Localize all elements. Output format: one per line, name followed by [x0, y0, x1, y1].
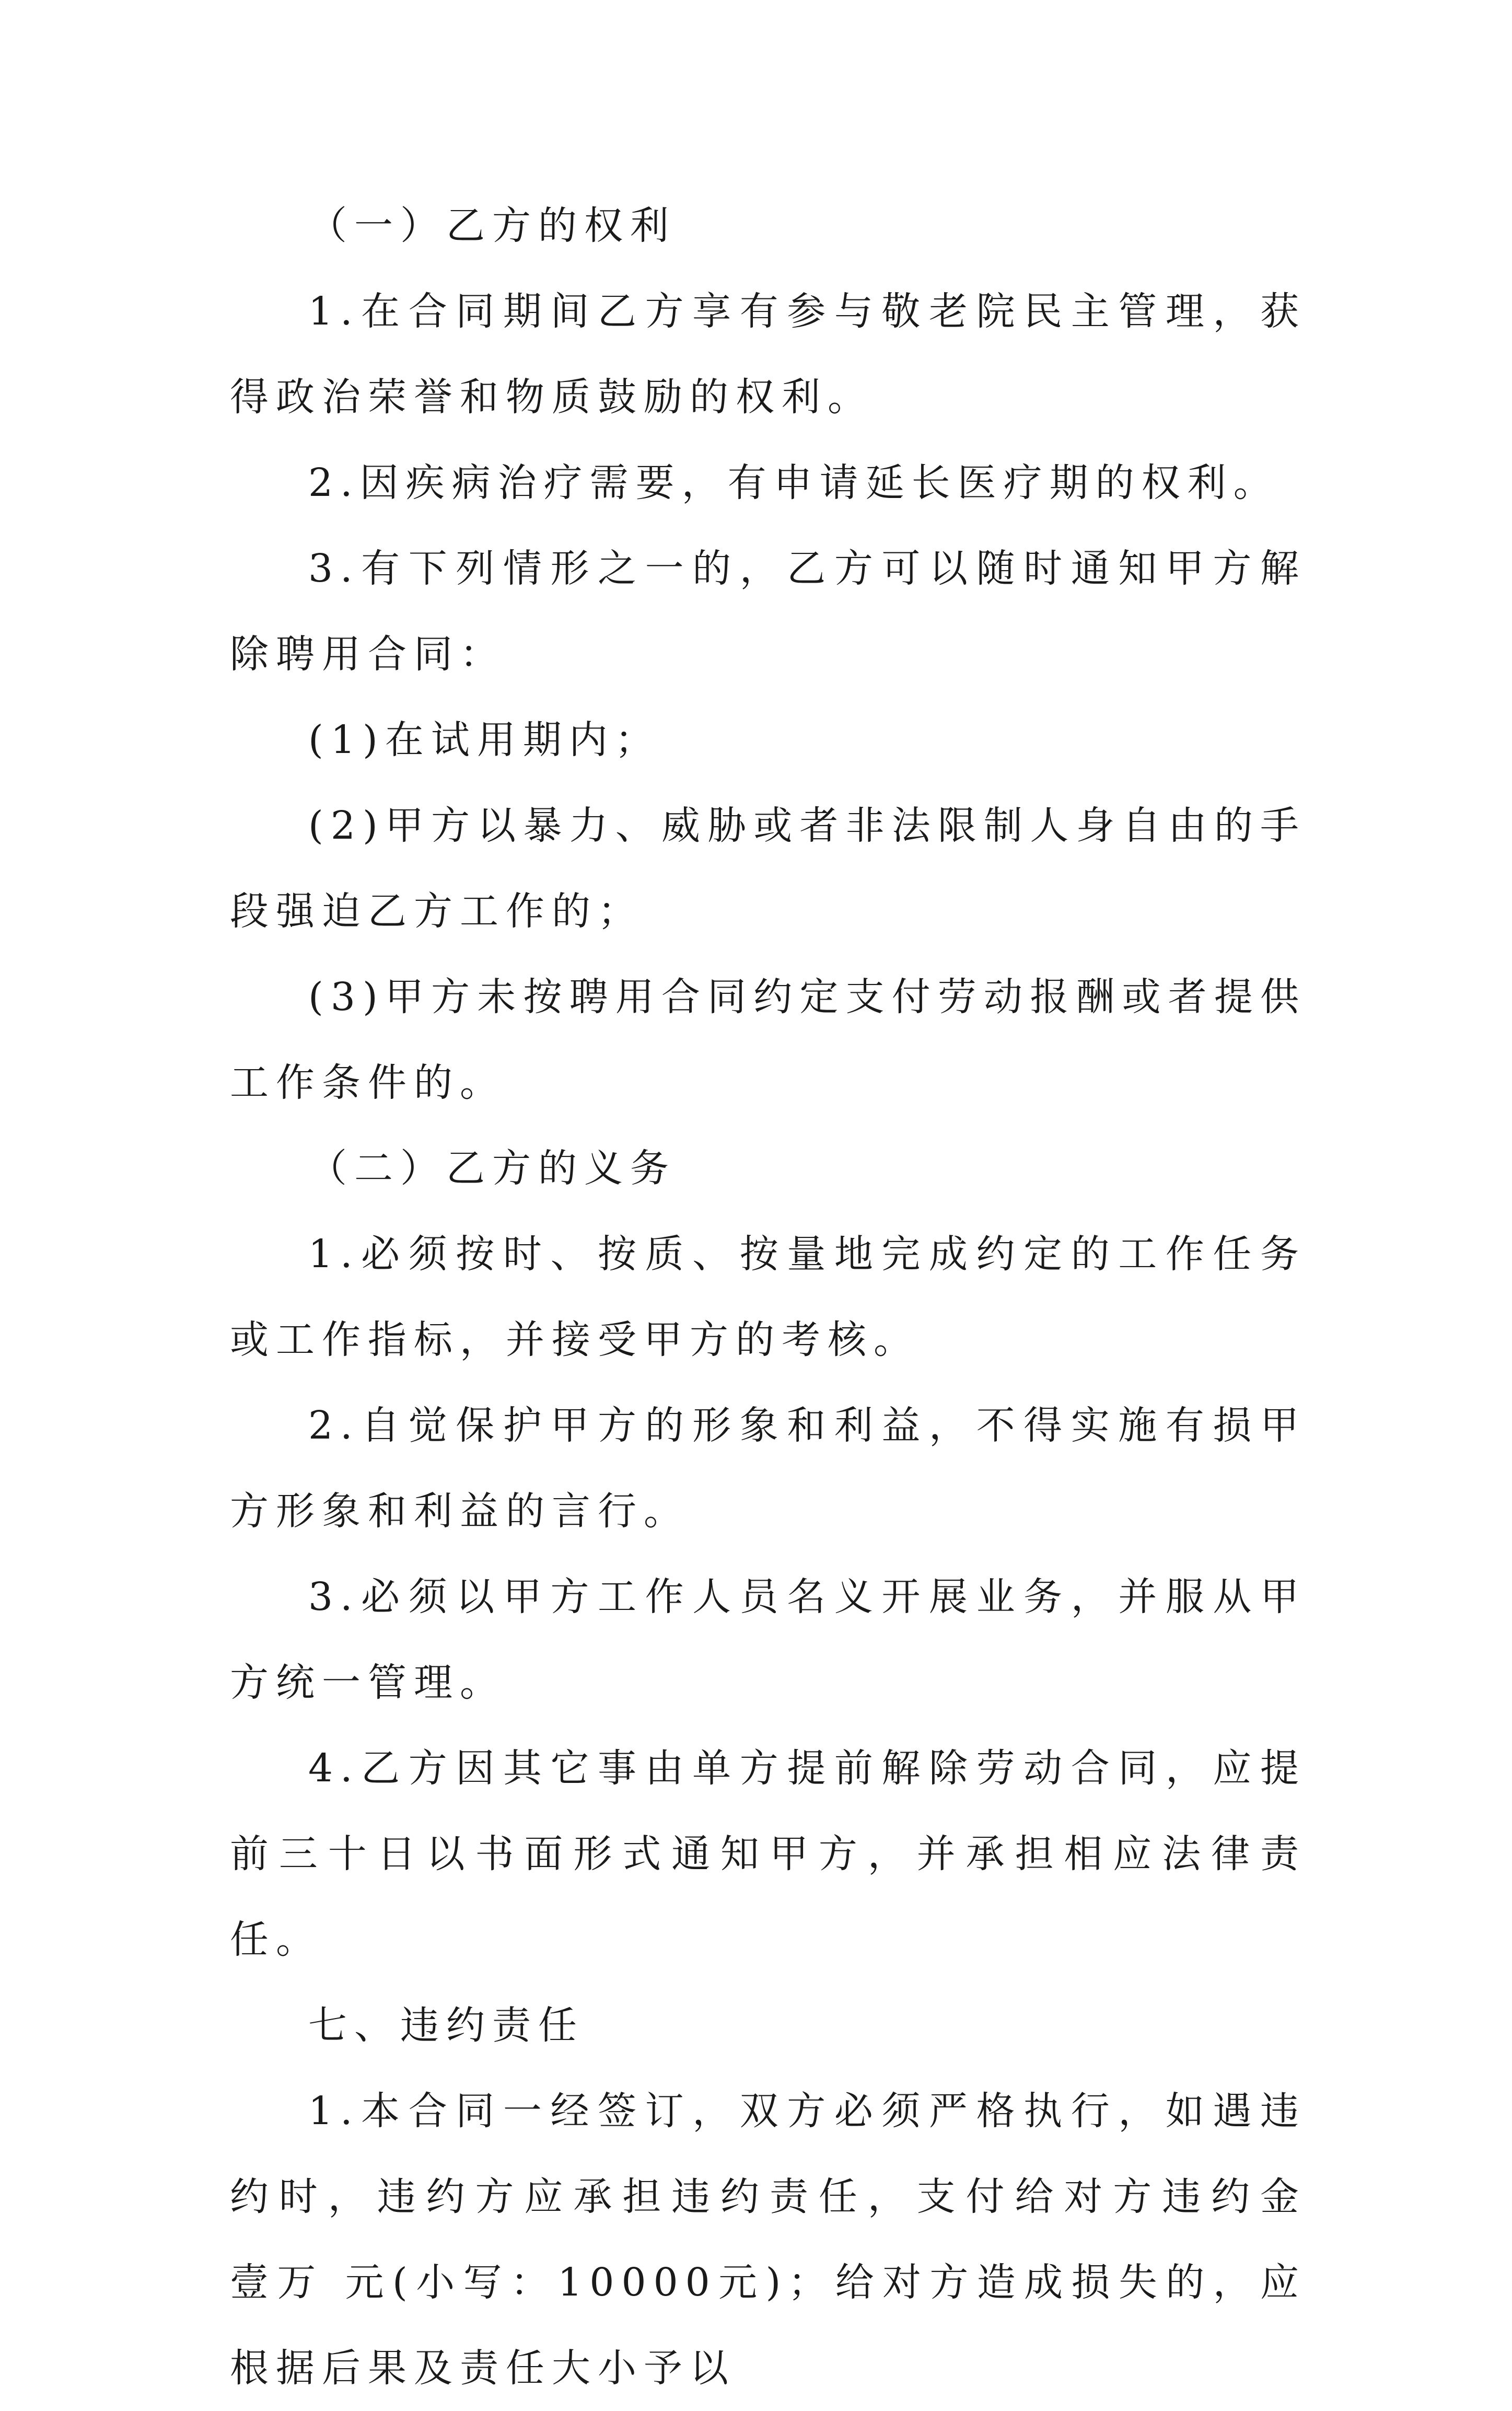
paragraph: 1.在合同期间乙方享有参与敬老院民主管理，获得政治荣誉和物质鼓励的权利。 — [230, 289, 1306, 420]
section-heading-party-b-obligations: （二）乙方的义务 — [308, 1146, 676, 1191]
paragraph: 1.必须按时、按质、按量地完成约定的工作任务或工作指标，并接受甲方的考核。 — [230, 1232, 1306, 1362]
paragraph: 2.自觉保护甲方的形象和利益，不得实施有损甲方形象和利益的言行。 — [230, 1403, 1306, 1534]
paragraph: 3.有下列情形之一的，乙方可以随时通知甲方解除聘用合同： — [230, 546, 1306, 677]
list-item: (1)在试用期内； — [308, 717, 661, 762]
paragraph: 4.乙方因其它事由单方提前解除劳动合同，应提前三十日以书面形式通知甲方，并承担相应法律责任。 — [230, 1746, 1306, 1962]
list-item: (3)甲方未按聘用合同约定支付劳动报酬或者提供工作条件的。 — [230, 975, 1306, 1105]
paragraph: 3.必须以甲方工作人员名义开展业务，并服从甲方统一管理。 — [230, 1574, 1306, 1705]
section-heading-breach-liability: 七、违约责任 — [308, 2003, 584, 2048]
document-body — [230, 183, 1306, 2411]
paragraph: 2.因疾病治疗需要，有申请延长医疗期的权利。 — [308, 460, 1280, 505]
section-heading-party-b-rights: （一）乙方的权利 — [308, 203, 676, 248]
list-item: (2)甲方以暴力、威胁或者非法限制人身自由的手段强迫乙方工作的； — [230, 803, 1306, 934]
paragraph: 1.本合同一经签订，双方必须严格执行，如遇违约时，违约方应承担违约责任，支付给对方违约金 壹万 元(小写：10000元)；给对方造成损失的，应根据后果及责任大小予以 — [230, 2089, 1306, 2391]
